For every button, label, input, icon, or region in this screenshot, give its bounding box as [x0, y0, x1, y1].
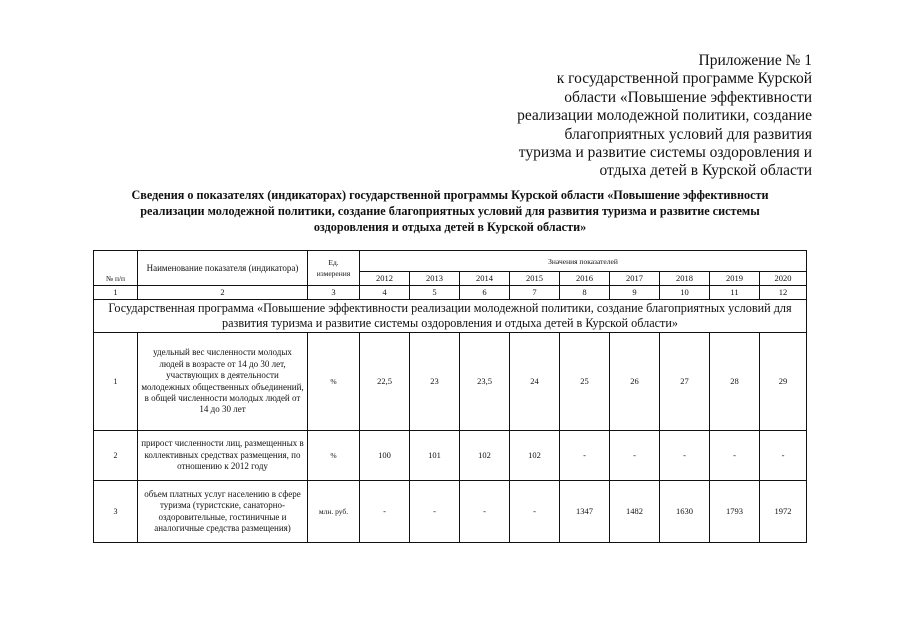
- column-number: 7: [510, 286, 560, 300]
- indicator-value: 100: [360, 431, 410, 481]
- appendix-line: Приложение № 1: [698, 52, 812, 69]
- indicator-value: 1482: [610, 481, 660, 543]
- column-number: 5: [410, 286, 460, 300]
- appendix-header: [482, 52, 812, 181]
- header-values: Значения показателей: [360, 251, 807, 272]
- indicator-name: объем платных услуг населению в сфере туризма (туристские, санаторно-оздоровительные, гостиничные и аналогичные средства размещения): [138, 481, 308, 543]
- indicator-unit: %: [308, 333, 360, 431]
- header-year: 2016: [560, 272, 610, 286]
- column-number: 1: [94, 286, 138, 300]
- column-number: 9: [610, 286, 660, 300]
- indicator-value: 27: [660, 333, 710, 431]
- header-num: № п/п: [94, 251, 138, 286]
- indicator-unit: млн. руб.: [308, 481, 360, 543]
- column-number: 11: [710, 286, 760, 300]
- header-year: 2019: [710, 272, 760, 286]
- title-line: реализации молодежной политики, создание благоприятных условий для развития туризма и развитие системы: [140, 204, 760, 218]
- indicator-value: -: [460, 481, 510, 543]
- indicator-value: 1347: [560, 481, 610, 543]
- row-number: 3: [94, 481, 138, 543]
- header-year: 2014: [460, 272, 510, 286]
- column-number: 10: [660, 286, 710, 300]
- header-year: 2012: [360, 272, 410, 286]
- column-number: 6: [460, 286, 510, 300]
- indicator-value: 29: [760, 333, 807, 431]
- column-number: 12: [760, 286, 807, 300]
- indicator-value: 25: [560, 333, 610, 431]
- indicators-table: [93, 250, 807, 543]
- indicator-value: -: [410, 481, 460, 543]
- indicator-value: 102: [460, 431, 510, 481]
- column-number: 8: [560, 286, 610, 300]
- indicator-value: -: [560, 431, 610, 481]
- table-row: [94, 431, 807, 481]
- indicator-value: 102: [510, 431, 560, 481]
- indicator-unit: %: [308, 431, 360, 481]
- table-row: [94, 481, 807, 543]
- appendix-line: отдыха детей в Курской области: [599, 162, 812, 180]
- indicator-value: -: [660, 431, 710, 481]
- row-number: 2: [94, 431, 138, 481]
- header-year: 2020: [760, 272, 807, 286]
- indicator-value: 101: [410, 431, 460, 481]
- indicator-value: 22,5: [360, 333, 410, 431]
- indicator-value: 1972: [760, 481, 807, 543]
- indicator-value: 26: [610, 333, 660, 431]
- indicator-name: удельный вес численности молодых людей в возрасте от 14 до 30 лет, участвующих в деятельности молодежных общественных объединений, в общей численности молодых людей от 14 до 30 лет: [138, 333, 308, 431]
- program-title: Государственная программа «Повышение эффективности реализации молодежной политики, создание благоприятных условий для развития туризма и развитие системы оздоровления и отдыха детей в Курской области»: [94, 300, 807, 333]
- header-unit: Ед. измерения: [308, 251, 360, 286]
- header-name: Наименование показателя (индикатора): [138, 251, 308, 286]
- appendix-line: благоприятных условий для развития: [564, 125, 812, 143]
- indicator-name: прирост численности лиц, размещенных в коллективных средствах размещения, по отношению к 2012 году: [138, 431, 308, 481]
- indicator-value: -: [760, 431, 807, 481]
- column-number: 3: [308, 286, 360, 300]
- header-year: 2013: [410, 272, 460, 286]
- indicator-value: 24: [510, 333, 560, 431]
- indicator-value: 23,5: [460, 333, 510, 431]
- column-numbers-row: [94, 286, 807, 300]
- header-year: 2018: [660, 272, 710, 286]
- header-year: 2017: [610, 272, 660, 286]
- appendix-line: к государственной программе Курской: [556, 70, 812, 88]
- appendix-line: реализации молодежной политики, создание: [517, 107, 812, 125]
- document-title: [100, 187, 800, 235]
- column-number: 2: [138, 286, 308, 300]
- header-year: 2015: [510, 272, 560, 286]
- appendix-line: туризма и развитие системы оздоровления и: [518, 144, 812, 162]
- title-line: оздоровления и отдыха детей в Курской области»: [313, 220, 587, 234]
- header-row: [94, 251, 807, 272]
- indicator-value: -: [360, 481, 410, 543]
- indicator-value: -: [610, 431, 660, 481]
- column-number: 4: [360, 286, 410, 300]
- program-title-row: [94, 300, 807, 333]
- indicator-value: 23: [410, 333, 460, 431]
- indicator-value: 1630: [660, 481, 710, 543]
- indicator-value: 28: [710, 333, 760, 431]
- indicator-value: -: [710, 431, 760, 481]
- appendix-line: области «Повышение эффективности: [564, 88, 812, 106]
- row-number: 1: [94, 333, 138, 431]
- title-line: Сведения о показателях (индикаторах) государственной программы Курской области «Повышение эффективности: [131, 188, 769, 202]
- table-row: [94, 333, 807, 431]
- indicator-value: 1793: [710, 481, 760, 543]
- indicator-value: -: [510, 481, 560, 543]
